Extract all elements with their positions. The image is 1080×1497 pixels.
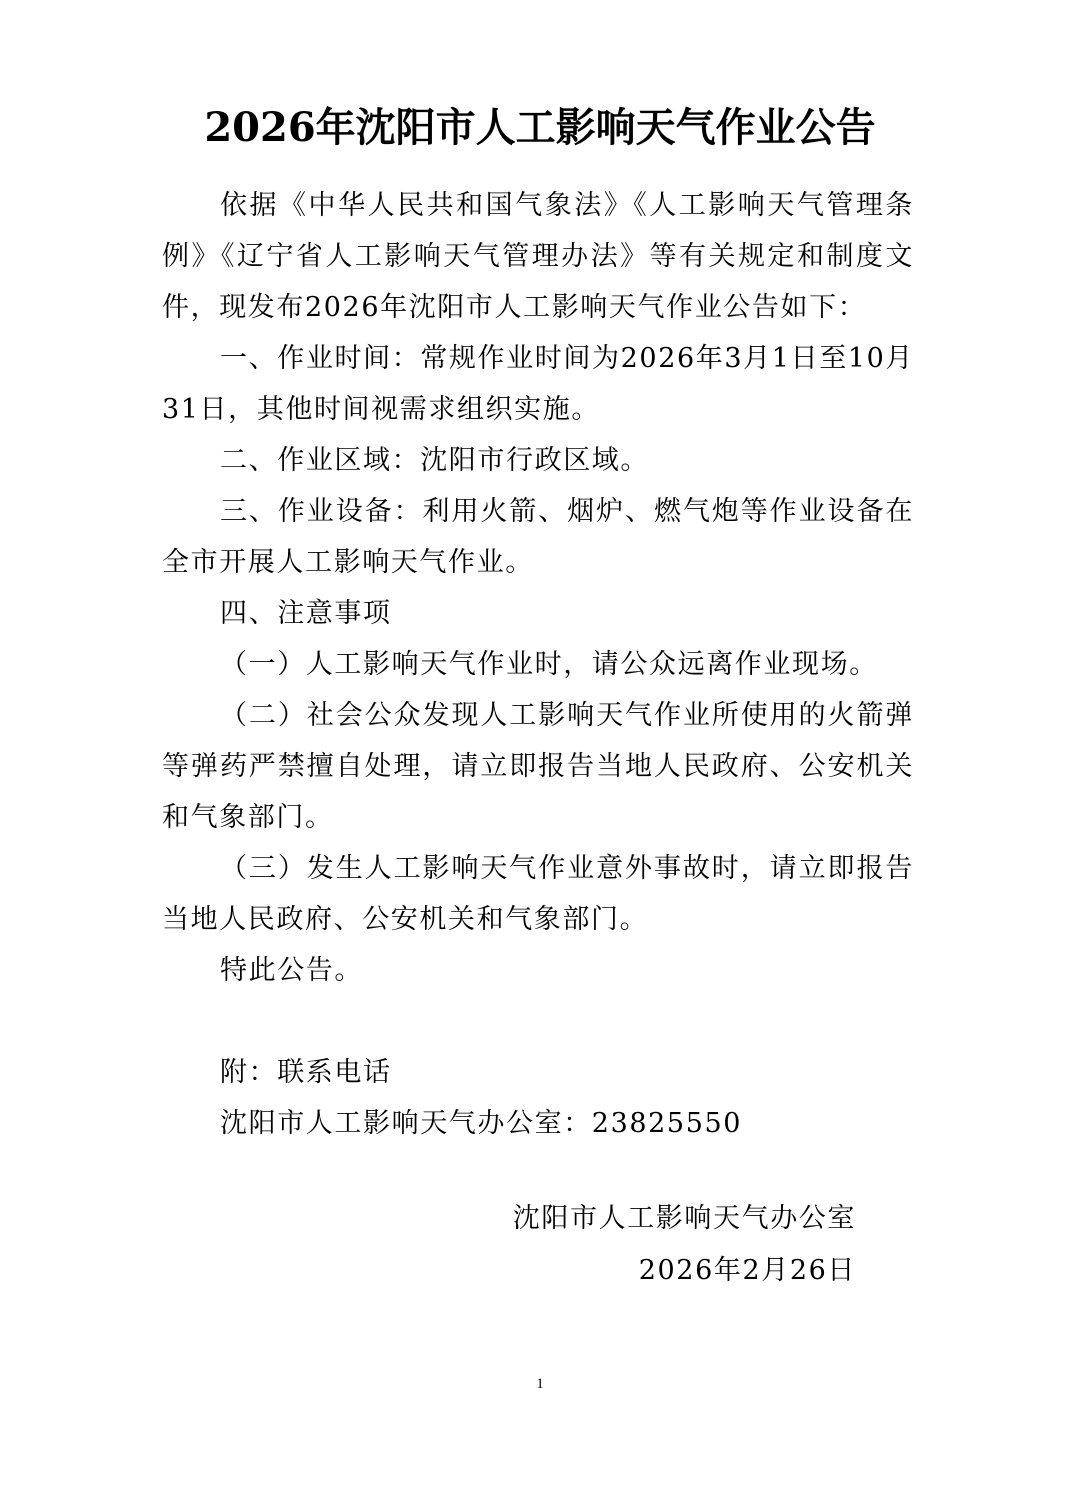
signature-block (500, 1193, 856, 1297)
attachment-label: 附：联系电话 (220, 1057, 392, 1088)
document-title: 2026年沈阳市人工影响天气作业公告 (204, 104, 876, 151)
signature-date: 2026年2月26日 (638, 1255, 856, 1286)
paragraph-closing: 特此公告。 (220, 955, 363, 986)
paragraph-intro: 依据《中华人民共和国气象法》《人工影响天气管理条例》《辽宁省人工影响天气管理办法》等有关规定和制度文件，现发布2026年沈阳市人工影响天气作业公告如下： (162, 190, 914, 323)
spacer (162, 996, 914, 1047)
paragraph-operation-area: 二、作业区域：沈阳市行政区域。 (220, 445, 649, 476)
paragraph-operation-time: 一、作业时间：常规作业时间为2026年3月1日至10月31日，其他时间视需求组织实施。 (162, 343, 914, 425)
document-body (162, 180, 914, 1149)
paragraph-note-1: （一）人工影响天气作业时，请公众远离作业现场。 (220, 649, 878, 680)
contact-phone-line: 沈阳市人工影响天气办公室：23825550 (220, 1108, 743, 1139)
paragraph-notes-heading: 四、注意事项 (220, 598, 392, 629)
paragraph-note-2: （二）社会公众发现人工影响天气作业所使用的火箭弹等弹药严禁擅自处理，请立即报告当地人民政府、公安机关和气象部门。 (162, 700, 914, 833)
page-number: 1 (536, 1376, 544, 1392)
paragraph-note-3: （三）发生人工影响天气作业意外事故时，请立即报告当地人民政府、公安机关和气象部门。 (162, 853, 914, 935)
signature-organization: 沈阳市人工影响天气办公室 (512, 1203, 856, 1234)
paragraph-operation-equipment: 三、作业设备：利用火箭、烟炉、燃气炮等作业设备在全市开展人工影响天气作业。 (162, 496, 914, 578)
